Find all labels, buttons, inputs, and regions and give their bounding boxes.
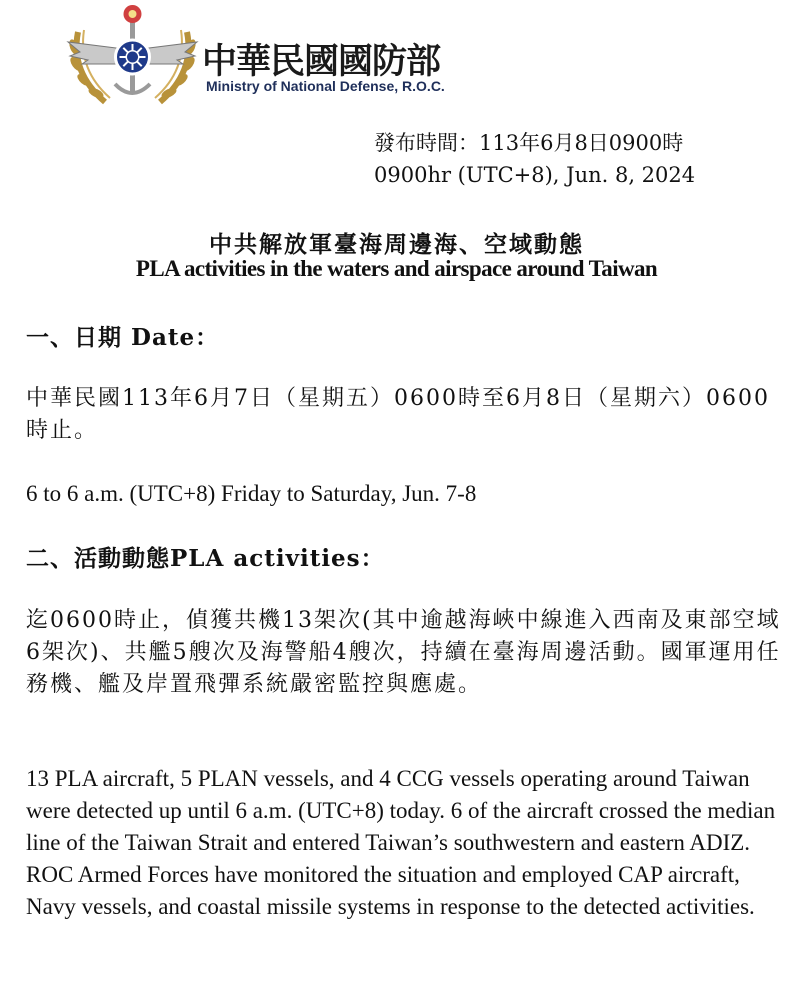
section-activities-body-cn: 迄0600時止，偵獲共機13架次(其中逾越海峽中線進入西南及東部空域6架次)、共艦5艘次及海警船4艘次，持續在臺海周邊活動。國軍運用任務機、艦及岸置飛彈系統嚴密監控與應處。 bbox=[26, 608, 781, 697]
document-title-en: PLA activities in the waters and airspace around Taiwan bbox=[135, 256, 658, 281]
ministry-name-en: Ministry of National Defense, R.O.C. bbox=[206, 78, 445, 94]
section-date-heading: 一、日期 Date： bbox=[26, 324, 220, 351]
release-time bbox=[374, 127, 695, 191]
letterhead bbox=[60, 2, 520, 114]
release-time-cn: 發布時間：113年6月8日0900時 bbox=[374, 131, 684, 155]
document-title-cn: 中共解放軍臺海周邊海、空域動態 bbox=[209, 231, 584, 258]
mnd-emblem-icon bbox=[60, 2, 205, 112]
ministry-name-cn: 中華民國國防部 bbox=[202, 42, 441, 82]
section-date-body-en: 6 to 6 a.m. (UTC+8) Friday to Saturday, Jun. 7-8 bbox=[26, 481, 477, 506]
section-date-body-cn: 中華民國113年6月7日（星期五）0600時至6月8日（星期六）0600時止。 bbox=[26, 386, 770, 443]
section-activities-body-en: 13 PLA aircraft, 5 PLAN vessels, and 4 CCG vessels operating around Taiwan were detected up until 6 a.m. (UTC+8) today. 6 of the aircraft crossed the median line of the Taiwan Strait and entered Taiwan’s southwestern and eastern ADIZ. ROC Armed Forces have monitored the situation and employed CAP aircraft, Navy vessels, and coastal missile systems in response to the detected activities. bbox=[26, 766, 776, 919]
release-time-en: 0900hr (UTC+8), Jun. 8, 2024 bbox=[374, 163, 696, 187]
section-activities-heading: 二、活動動態PLA activities： bbox=[26, 545, 385, 572]
